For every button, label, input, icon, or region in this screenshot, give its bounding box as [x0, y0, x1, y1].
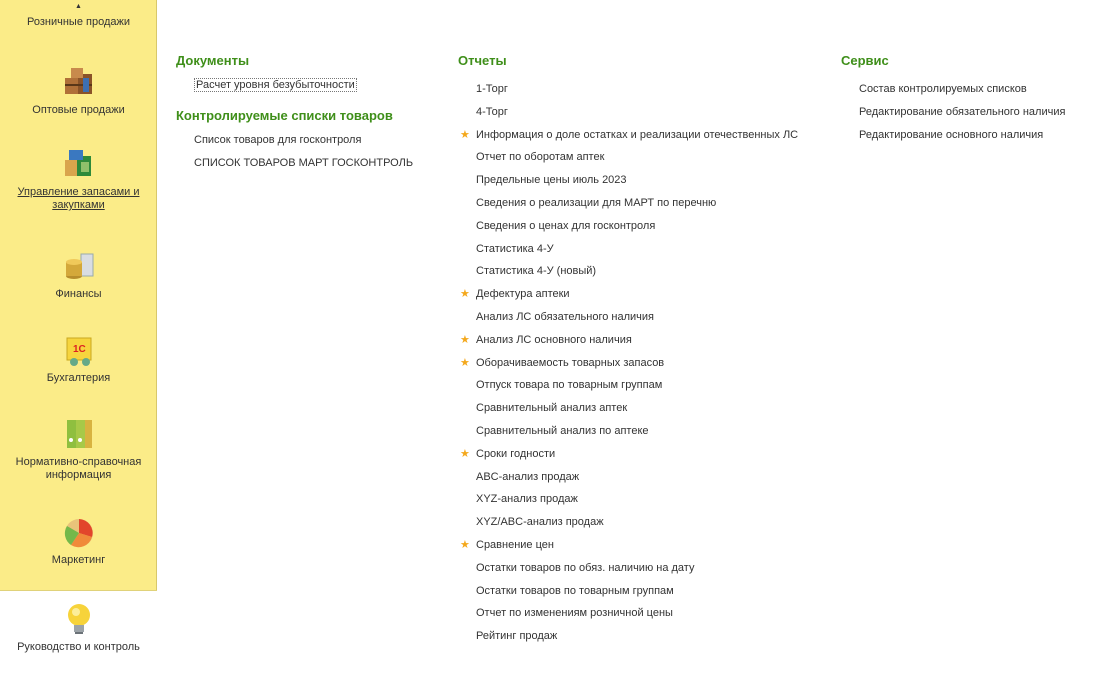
service-column — [841, 52, 1065, 146]
report-label: Оборачиваемость товарных запасов — [476, 356, 665, 369]
report-link[interactable] — [458, 397, 798, 420]
documents-title: Документы — [176, 53, 250, 68]
report-link[interactable] — [458, 420, 798, 443]
controlled-lists-title: Контролируемые списки товаров — [176, 108, 393, 123]
sidebar-item-inventory[interactable] — [0, 146, 157, 212]
report-link[interactable] — [458, 602, 798, 625]
report-label: Сравнительный анализ аптек — [476, 402, 628, 415]
report-label: Отчет по изменениям розничной цены — [476, 607, 673, 620]
report-label: Дефектура аптеки — [476, 288, 570, 301]
sidebar-item-label: Маркетинг — [51, 554, 106, 566]
report-link[interactable] — [458, 124, 798, 147]
report-label: Сроки годности — [476, 447, 556, 460]
coins-icon — [61, 248, 97, 284]
service-title: Сервис — [841, 53, 889, 68]
favorite-star-icon: ★ — [460, 128, 470, 141]
report-label: Отпуск товара по товарным группам — [476, 379, 663, 392]
report-label: Предельные цены июль 2023 — [476, 174, 627, 187]
favorite-star-icon: ★ — [460, 447, 470, 460]
sidebar-item-retail-sales[interactable] — [0, 16, 157, 29]
report-label: Информация о доле остатках и реализации отечественных ЛС — [476, 128, 799, 141]
report-label: Анализ ЛС обязательного наличия — [476, 310, 655, 323]
sidebar-item-label: Управление запасами и закупками — [17, 186, 140, 211]
report-link[interactable] — [458, 511, 798, 534]
sidebar-item-reference-info[interactable] — [0, 416, 157, 482]
service-link[interactable]: Редактирование основного наличия — [859, 128, 1044, 141]
sidebar-item-accounting[interactable] — [0, 332, 157, 385]
report-link[interactable] — [458, 352, 798, 375]
binders-icon — [61, 416, 97, 452]
favorite-star-icon: ★ — [460, 356, 470, 369]
report-link[interactable] — [458, 101, 798, 124]
report-label: Сравнение цен — [476, 538, 554, 551]
report-link[interactable] — [458, 260, 798, 283]
report-link[interactable] — [458, 306, 798, 329]
service-link[interactable]: Состав контролируемых списков — [859, 83, 1027, 95]
favorite-star-icon: ★ — [460, 288, 470, 301]
report-label: Статистика 4-У (новый) — [476, 265, 597, 278]
report-label: 1-Торг — [476, 83, 508, 95]
accounting-1c-icon — [61, 332, 97, 368]
sidebar-item-marketing[interactable] — [0, 514, 157, 567]
report-label: Отчет по оборотам аптек — [476, 151, 605, 164]
sidebar-item-finance[interactable] — [0, 248, 157, 301]
report-label: Сведения о ценах для госконтроля — [476, 219, 656, 232]
report-label: Сравнительный анализ по аптеке — [476, 424, 649, 437]
triangle-up-icon: ▲ — [75, 2, 82, 10]
sections-panel — [0, 0, 157, 676]
report-label: 4-Торг — [476, 105, 508, 118]
report-label: XYZ/ABC-анализ продаж — [476, 516, 604, 529]
report-link[interactable] — [458, 192, 798, 215]
report-link[interactable] — [458, 557, 798, 580]
sidebar-item-label: Бухгалтерия — [46, 372, 111, 384]
warehouse-icon — [61, 146, 97, 182]
controlled-list-link[interactable]: СПИСОК ТОВАРОВ МАРТ ГОСКОНТРОЛЬ — [194, 156, 414, 169]
documents-link[interactable]: Расчет уровня безубыточности — [196, 79, 355, 91]
sidebar-item-label: Нормативно-справочная информация — [15, 456, 142, 481]
report-link[interactable] — [458, 466, 798, 489]
boxes-icon — [61, 64, 97, 100]
documents-column — [176, 52, 413, 175]
sidebar-item-label: Розничные продажи — [27, 16, 130, 28]
sidebar-item-label: Оптовые продажи — [32, 104, 125, 116]
report-link[interactable] — [458, 169, 798, 192]
report-link[interactable] — [458, 329, 798, 352]
report-link[interactable] — [458, 580, 798, 603]
favorite-star-icon: ★ — [460, 333, 470, 346]
lightbulb-icon — [61, 601, 97, 637]
report-link[interactable] — [458, 146, 798, 169]
report-label: Остатки товаров по товарным группам — [476, 584, 674, 597]
pie-chart-icon — [61, 514, 97, 550]
report-link[interactable] — [458, 215, 798, 238]
sidebar-item-label: Финансы — [55, 288, 102, 300]
svg-text:1С: 1С — [72, 344, 86, 355]
report-label: XYZ-анализ продаж — [476, 493, 578, 506]
report-link[interactable] — [458, 534, 798, 557]
service-link[interactable]: Редактирование обязательного наличия — [859, 105, 1066, 118]
report-label: Сведения о реализации для МАРТ по перечню — [476, 196, 717, 209]
sidebar-item-management[interactable] — [0, 590, 157, 677]
report-link[interactable] — [458, 488, 798, 511]
report-label: ABC-анализ продаж — [476, 470, 580, 483]
report-link[interactable] — [458, 78, 798, 101]
report-link[interactable] — [458, 283, 798, 306]
report-link[interactable] — [458, 374, 798, 397]
report-label: Анализ ЛС основного наличия — [476, 333, 632, 346]
sidebar-item-wholesale[interactable] — [0, 64, 157, 117]
reports-column — [458, 52, 798, 648]
reports-title: Отчеты — [458, 53, 507, 68]
controlled-list-link[interactable]: Список товаров для госконтроля — [194, 134, 362, 146]
sidebar-item-label: Руководство и контроль — [17, 641, 140, 653]
favorite-star-icon: ★ — [460, 538, 470, 551]
report-link[interactable] — [458, 238, 798, 261]
report-label: Рейтинг продаж — [476, 630, 558, 643]
scroll-up-button[interactable] — [0, 0, 157, 12]
report-link[interactable] — [458, 443, 798, 466]
report-label: Статистика 4-У — [476, 242, 554, 255]
reports-list — [458, 78, 798, 648]
report-label: Остатки товаров по обяз. наличию на дату — [476, 561, 695, 574]
report-link[interactable] — [458, 625, 798, 648]
